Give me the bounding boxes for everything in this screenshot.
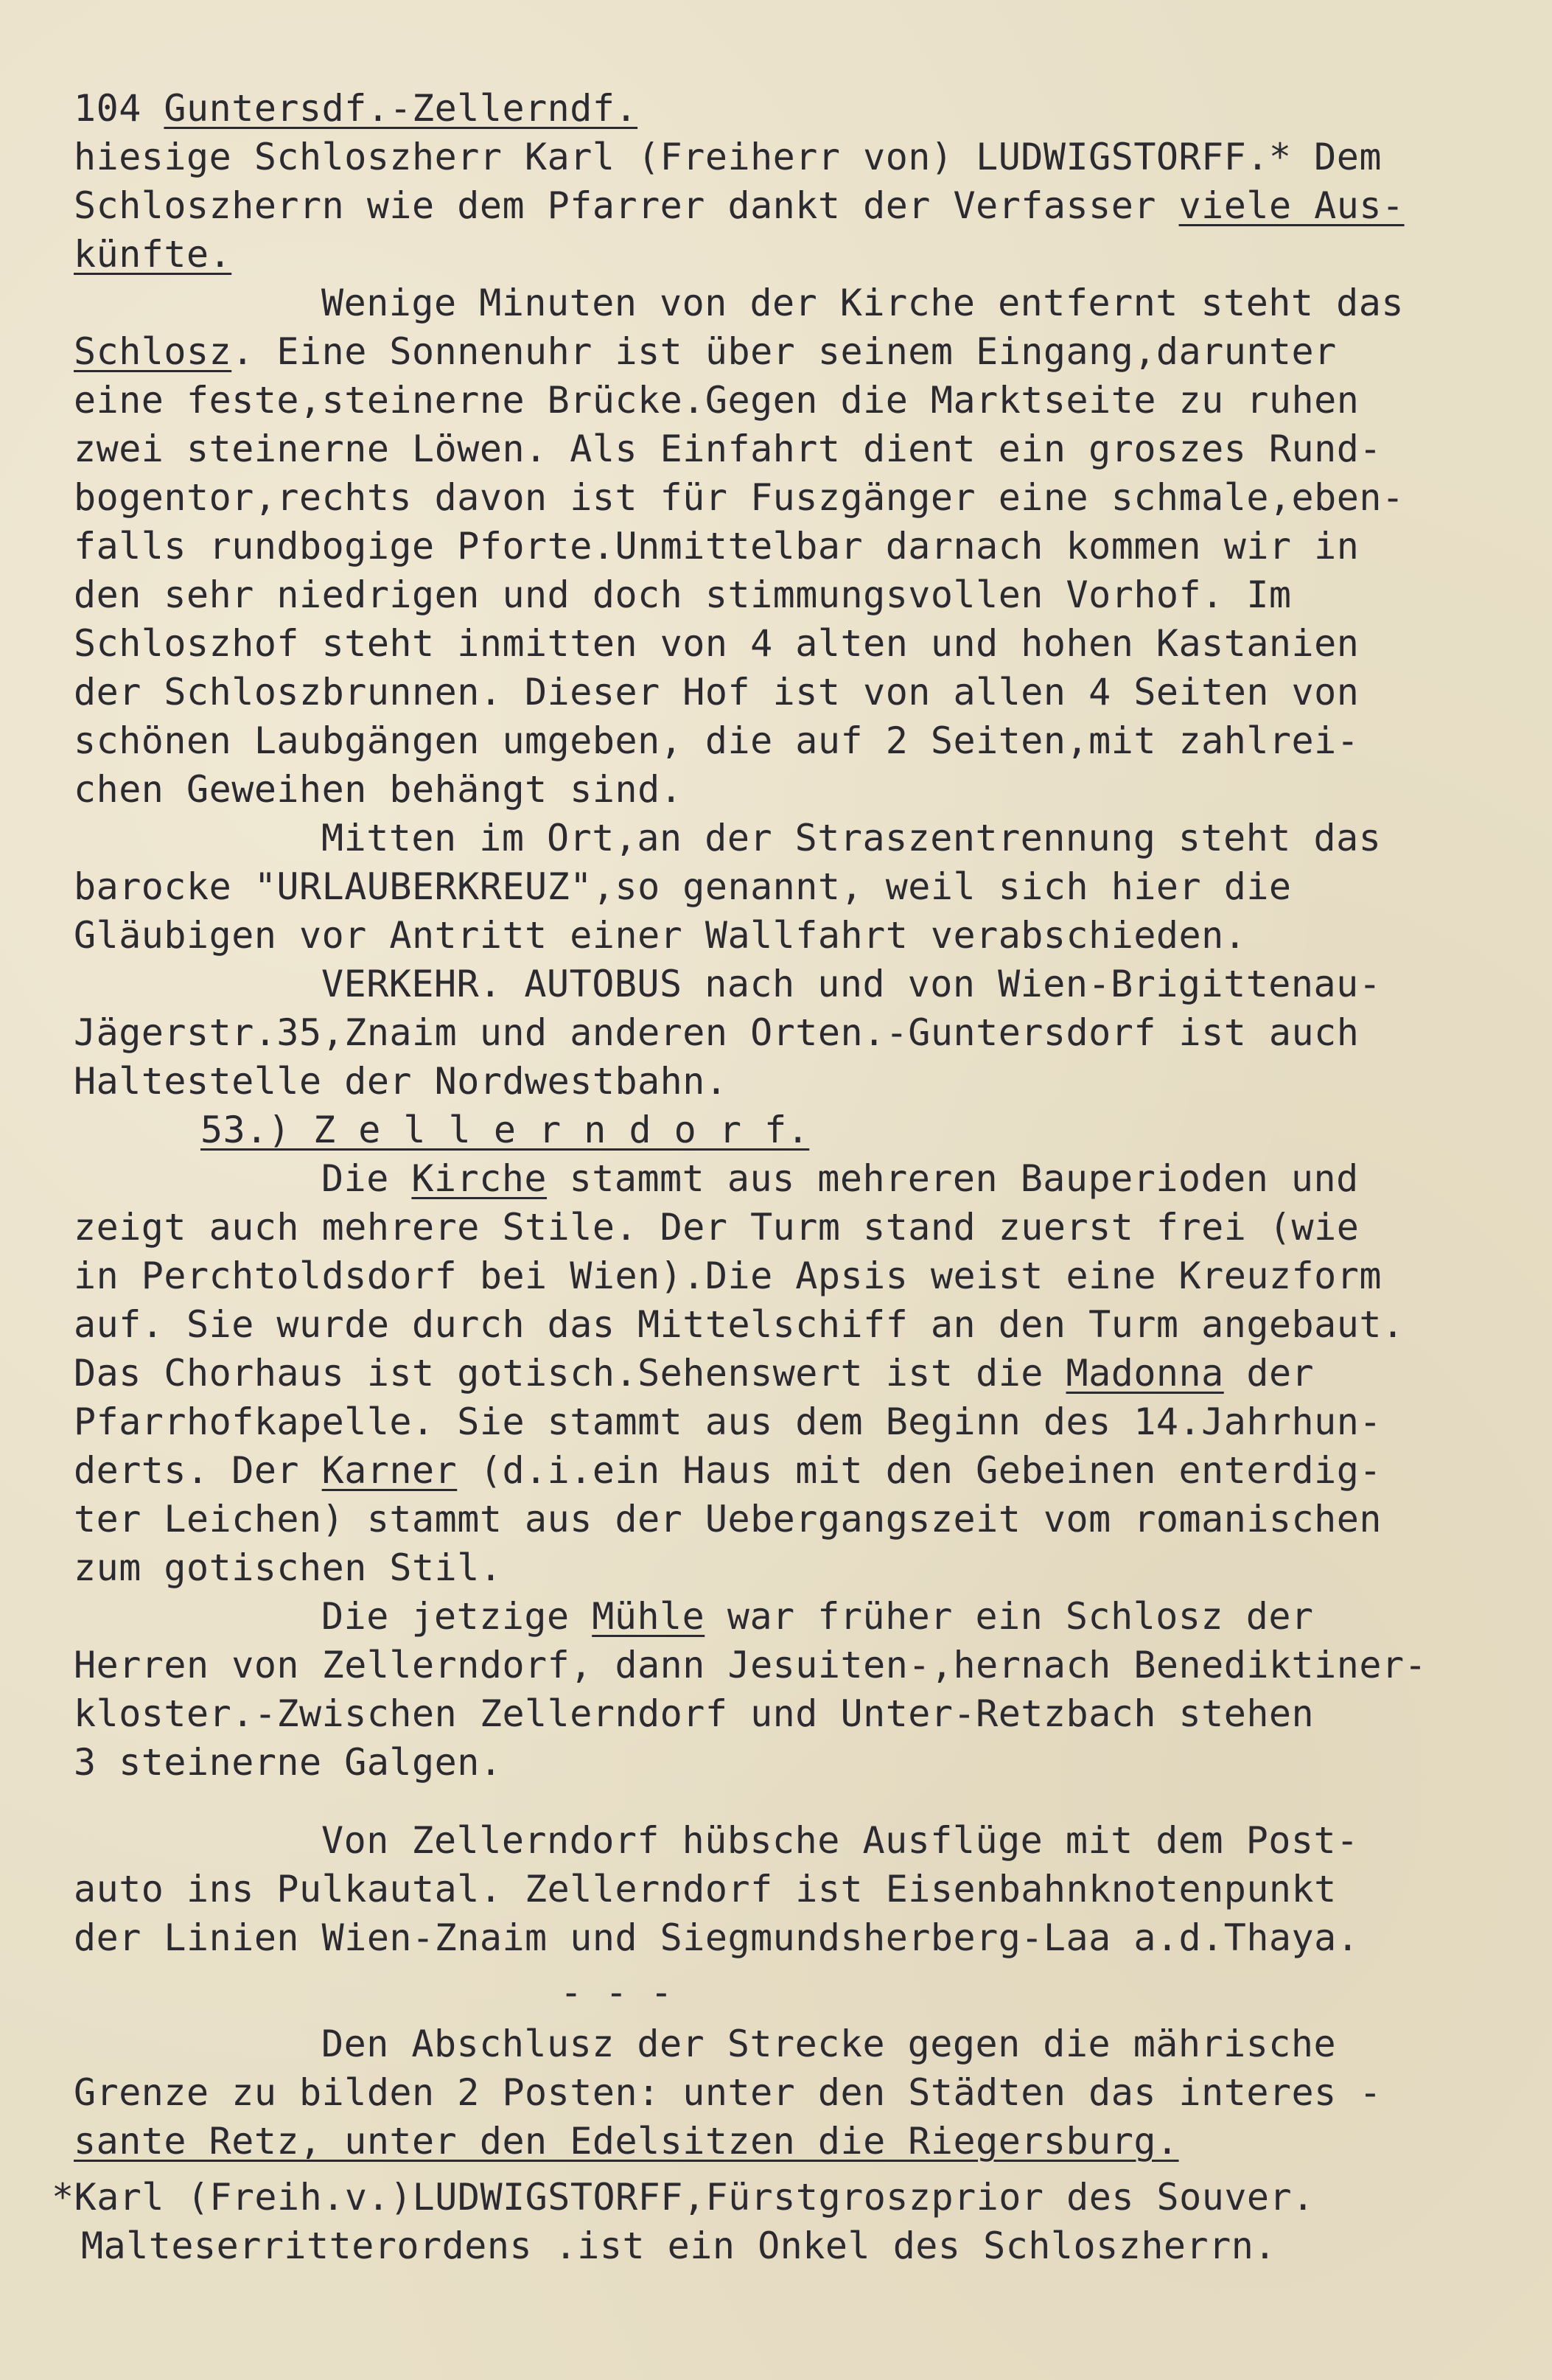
text-line: Schlosz. Eine Sonnenuhr ist über seinem Eingang,darunter: [74, 330, 1337, 373]
text-line: Gläubigen vor Antritt einer Wallfahrt verabschieden.: [74, 914, 1247, 957]
text-line: den sehr niedrigen und doch stimmungsvollen Vorhof. Im: [74, 573, 1292, 616]
text-line: Schloszherrn wie dem Pfarrer dankt der Verfasser viele Aus-: [74, 184, 1405, 227]
underlined-term: Karner: [321, 1449, 458, 1492]
paragraph-start-line: Die Kirche stammt aus mehreren Bauperioden und: [321, 1157, 1359, 1200]
text-line: chen Geweihen behängt sind.: [74, 768, 683, 811]
text-line: Pfarrhofkapelle. Sie stammt aus dem Beginn des 14.Jahrhun-: [74, 1400, 1382, 1443]
footnote-line: *Karl (Freih.v.)LUDWIGSTORFF,Fürstgroszprior des Souver.: [52, 2176, 1315, 2219]
text-line: schönen Laubgängen umgeben, die auf 2 Seiten,mit zahlrei-: [74, 719, 1360, 762]
text-line: falls rundbogige Pforte.Unmittelbar darnach kommen wir in: [74, 525, 1360, 568]
text-line: [74, 230, 231, 279]
text-line: Grenze zu bilden 2 Posten: unter den Städten das interes -: [74, 2071, 1382, 2114]
text-line: derts. Der Karner (d.i.ein Haus mit den Gebeinen enterdig-: [74, 1449, 1382, 1492]
text-line: zum gotischen Stil.: [74, 1546, 503, 1589]
underlined-phrase: viele Aus-: [1178, 184, 1405, 227]
paragraph-start-line: Mitten im Ort,an der Straszentrennung steht das: [321, 817, 1382, 859]
underlined-term: Madonna: [1066, 1352, 1224, 1395]
page-header: [74, 84, 637, 133]
text-line: in Perchtoldsdorf bei Wien).Die Apsis weist eine Kreuzform: [74, 1254, 1382, 1297]
text-line: ter Leichen) stammt aus der Uebergangszeit vom romanischen: [74, 1498, 1382, 1540]
text-line: hiesige Schloszherr Karl (Freiherr von) LUDWIGSTORFF.* Dem: [74, 136, 1382, 178]
underlined-term: Schlosz: [74, 330, 232, 373]
section-heading: 53.) Z e l l e r n d o r f.: [200, 1109, 810, 1151]
paragraph-start-line: VERKEHR. AUTOBUS nach und von Wien-Brigittenau-: [321, 963, 1382, 1005]
text-line: auto ins Pulkautal. Zellerndorf ist Eisenbahnknotenpunkt: [74, 1868, 1337, 1910]
text-line: Haltestelle der Nordwestbahn.: [74, 1060, 728, 1103]
text-line: [74, 2117, 1179, 2166]
paragraph-start-line: Wenige Minuten von der Kirche entfernt steht das: [321, 282, 1404, 324]
text-line: der Schloszbrunnen. Dieser Hof ist von allen 4 Seiten von: [74, 671, 1360, 713]
paragraph-start-line: Die jetzige Mühle war früher ein Schlosz der: [321, 1595, 1314, 1638]
text-line: Schloszhof steht inmitten von 4 alten und hohen Kastanien: [74, 622, 1360, 665]
text-line: bogentor,rechts davon ist für Fuszgänger eine schmale,eben-: [74, 476, 1405, 519]
text-line: Jägerstr.35,Znaim und anderen Orten.-Guntersdorf ist auch: [74, 1011, 1360, 1054]
text-line: Das Chorhaus ist gotisch.Sehenswert ist die Madonna der: [74, 1352, 1315, 1395]
text-line: Herren von Zellerndorf, dann Jesuiten-,hernach Benediktiner-: [74, 1644, 1427, 1686]
paragraph-start-line: Den Abschlusz der Strecke gegen die mährische: [321, 2023, 1337, 2065]
underlined-term: Mühle: [592, 1595, 705, 1638]
footnote-line: Malteserritterordens .ist ein Onkel des Schloszherrn.: [81, 2224, 1276, 2267]
underlined-term: Kirche: [411, 1157, 548, 1200]
text-line: auf. Sie wurde durch das Mittelschiff an den Turm angebaut.: [74, 1303, 1405, 1346]
underlined-phrase: künfte.: [74, 233, 232, 276]
text-line: der Linien Wien-Znaim und Siegmundsherberg-Laa a.d.Thaya.: [74, 1916, 1360, 1959]
running-title: Guntersdf.-Zellerndf.: [164, 87, 638, 130]
text-line: zwei steinerne Löwen. Als Einfahrt dient ein groszes Rund-: [74, 428, 1382, 470]
paragraph-start-line: Von Zellerndorf hübsche Ausflüge mit dem Post-: [321, 1819, 1359, 1862]
text-line: 3 steinerne Galgen.: [74, 1741, 503, 1784]
underlined-phrase: sante Retz, unter den Edelsitzen die Riegersburg.: [74, 2120, 1179, 2163]
page-number: 104: [74, 87, 141, 130]
text-line: eine feste,steinerne Brücke.Gegen die Marktseite zu ruhen: [74, 379, 1360, 422]
text-line: zeigt auch mehrere Stile. Der Turm stand zuerst frei (wie: [74, 1206, 1360, 1249]
text-line: barocke "URLAUBERKREUZ",so genannt, weil sich hier die: [74, 865, 1292, 908]
text-line: kloster.-Zwischen Zellerndorf und Unter-Retzbach stehen: [74, 1692, 1315, 1735]
section-separator: - - -: [560, 1971, 674, 2014]
